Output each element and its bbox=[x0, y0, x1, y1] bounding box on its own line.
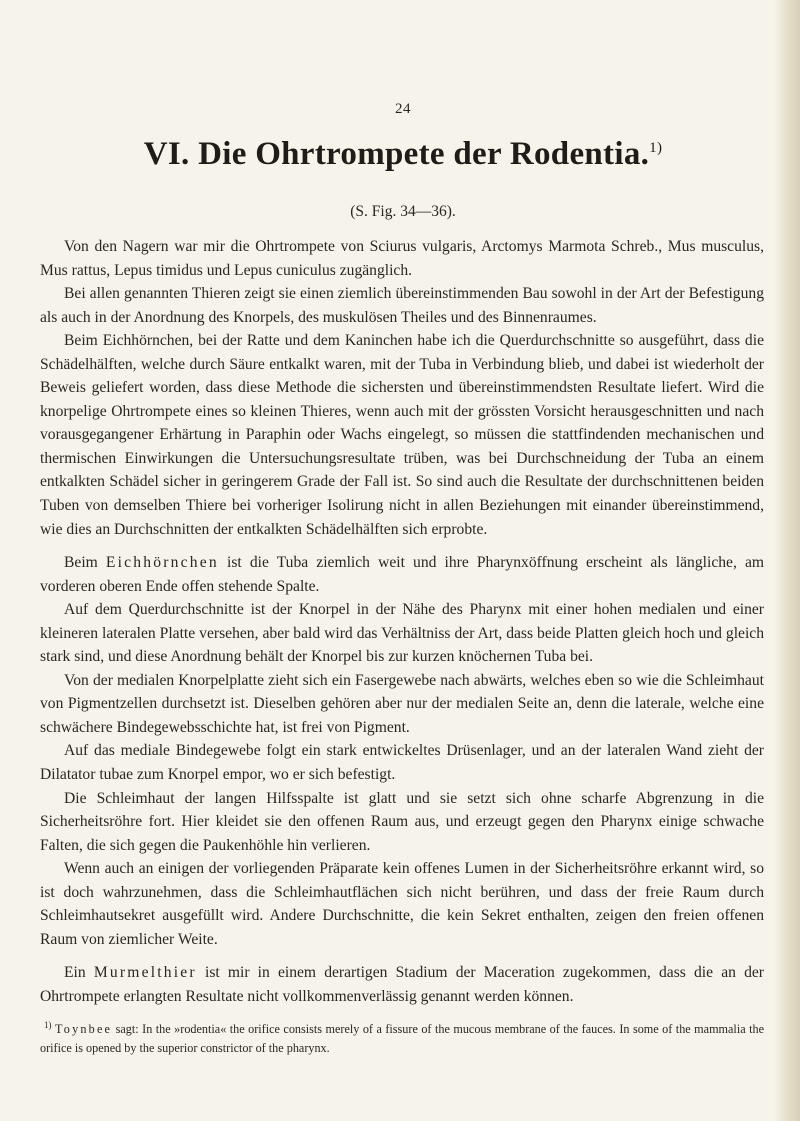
species-name-spaced: Eichhörnchen bbox=[105, 554, 219, 572]
chapter-title-text: VI. Die Ohrtrompete der Rodentia. bbox=[143, 136, 650, 172]
chapter-title bbox=[40, 136, 766, 173]
paragraph-text: Von den Nagern war mir die Ohrtrompete von Sciurus vulgaris, Arctomys Marmota Schreb., Mus musculus, Mus rattus, Lepus timidus und Lepus cuniculus zugänglich. bbox=[40, 238, 764, 279]
footnote bbox=[40, 1016, 764, 1057]
figure-reference: (S. Fig. 34—36). bbox=[350, 203, 456, 220]
book-page bbox=[40, 0, 766, 1121]
paragraph-text: Wenn auch an einigen der vorliegenden Präparate kein offenes Lumen in der Sicherheitsröhre erkannt wird, so ist doch wahrzunehmen, dass die Schleimhautflächen sich nicht berühren, und dass der freie Raum durch Schleimhautsekret ausgefüllt wird. Andere Durchschnitte, die kein Sekret enthalten, zeigen den freien offenen Raum von ziemlicher Weite. bbox=[40, 860, 764, 948]
paragraph bbox=[40, 669, 764, 740]
species-name-spaced: Murmelthier bbox=[93, 964, 197, 982]
footnote-body: sagt: In the »rodentia« the orifice consists merely of a fissure of the mucous membrane of the fauces. In some of the mammalia the orifice is opened by the superior constrictor of the pharynx. bbox=[40, 1022, 764, 1055]
paragraph-text: Beim Eichhörnchen, bei der Ratte und dem Kaninchen habe ich die Querdurchschnitte so ausgeführt, dass die Schädelhälften, welche durch Säure entkalkt waren, mit der Tuba in Verbindung blieb, und dabei ist wiederholt der Beweis geliefert worden, dass diese Methode die sichersten und übereinstimmendsten Resultate liefert. Wird die knorpelige Ohrtrompete eines so kleinen Thieres, wenn auch mit der grössten Vorsicht herausgeschnitten und nach vorausgegangener Erhärtung in Paraphin oder Wachs eingelegt, so müssen die stattfindenden mechanischen und thermischen Einwirkungen die Untersuchungsresultate trüben, was bei Durchschneidung der Tuba an einem entkalkten Schädel sicher in geringerem Grade der Fall ist. So sind auch die Resultate der durchschnittenen beiden Tuben von demselben Thiere bei vorheriger Isolirung nicht in allen Beziehungen mit einander übereinstimmend, wie dies an Durchschnitten der entkalkten Schädelhälften sich erprobte. bbox=[40, 332, 764, 538]
paragraph bbox=[40, 551, 764, 598]
paragraph-text: ist mir in einem derartigen Stadium der Maceration zugekommen, dass die an der Ohrtrompete erlangten Resultate nicht vollkommenverlässig genannt werden können. bbox=[40, 964, 764, 1005]
title-footnote-mark: 1) bbox=[649, 140, 663, 156]
paragraph bbox=[40, 857, 764, 951]
footnote-text bbox=[40, 1016, 764, 1057]
paragraph-text: Von der medialen Knorpelplatte zieht sich ein Fasergewebe nach abwärts, welches eben so wie die Schleimhaut von Pigmentzellen durchsetzt ist. Dieselben gehören aber nur der medialen Seite an, denn die laterale, welche eine schwächere Bindegewebsschichte hat, ist frei von Pigment. bbox=[40, 671, 764, 736]
paragraph-text: Auf dem Querdurchschnitte ist der Knorpel in der Nähe des Pharynx mit einer hohen medialen und einer kleineren lateralen Platte versehen, aber bald wird das Verhältniss der Art, dass beide Platten gleich hoch und gleich stark sind, und diese Anordnung behält der Knorpel bis zur kurzen knöchernen Tuba bei. bbox=[40, 601, 764, 666]
paragraph-text: Die Schleimhaut der langen Hilfsspalte ist glatt und sie setzt sich ohne scharfe Abgrenzung in die Sicherheitsröhre fort. Hier kleidet sie den offenen Raum aus, und erzeugt gegen den Pharynx einige schwache Falten, die sich gegen die Paukenhöhle hin verlieren. bbox=[40, 789, 764, 854]
paragraph bbox=[40, 787, 764, 858]
paragraph bbox=[40, 329, 764, 541]
page-edge-shadow bbox=[774, 0, 800, 1121]
paragraph bbox=[40, 598, 764, 669]
paragraph bbox=[40, 739, 764, 786]
paragraph bbox=[40, 282, 764, 329]
paragraph-text: Auf das mediale Bindegewebe folgt ein stark entwickeltes Drüsenlager, und an der lateralen Wand zieht der Dilatator tubae zum Knorpel empor, wo er sich befestigt. bbox=[40, 742, 764, 784]
body-text bbox=[40, 235, 764, 1009]
footnote-author: Toynbee bbox=[54, 1022, 113, 1037]
footnote-mark: 1) bbox=[44, 1020, 52, 1030]
paragraph-text: Bei allen genannten Thieren zeigt sie einen ziemlich übereinstimmenden Bau sowohl in der Art der Befestigung als auch in der Anordnung des Knorpels, des muskulösen Theiles und des Binnenraumes. bbox=[40, 285, 764, 326]
paragraph-text: ist die Tuba ziemlich weit und ihre Pharynxöffnung erscheint als längliche, am vorderen oberen Ende offen stehende Spalte. bbox=[40, 554, 764, 595]
paragraph-lead: Beim bbox=[64, 554, 98, 572]
page-number: 24 bbox=[395, 101, 411, 117]
paragraph bbox=[40, 961, 764, 1008]
paragraph bbox=[40, 235, 764, 282]
paragraph-lead: Ein bbox=[64, 964, 86, 982]
